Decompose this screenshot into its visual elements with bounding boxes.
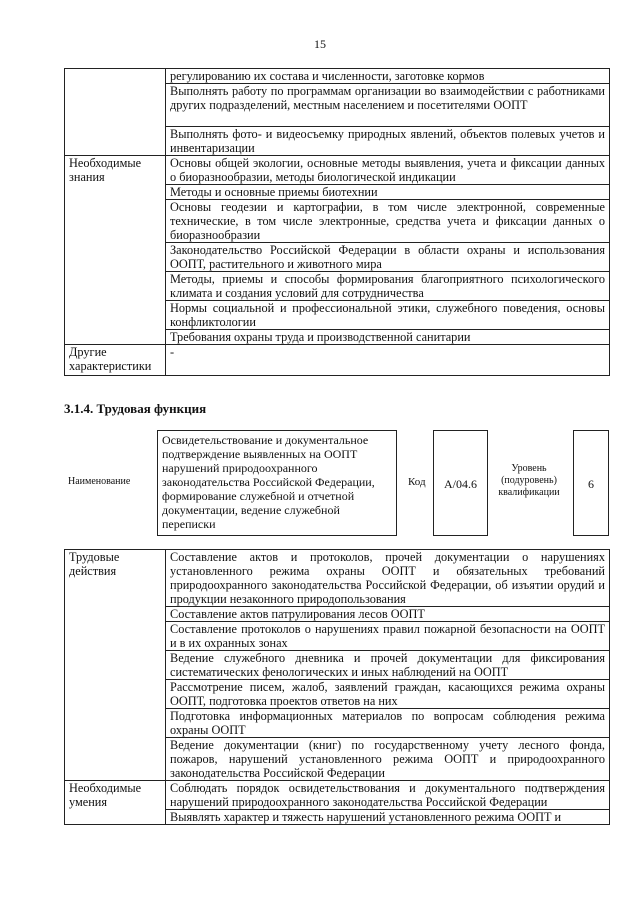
table-cell: Нормы социальной и профессиональной этики, служебного поведения, основы конфликтологии bbox=[166, 301, 610, 330]
table-cell: Требования охраны труда и производственной санитарии bbox=[166, 330, 610, 345]
table-row bbox=[65, 69, 610, 84]
table-cell: регулированию их состава и численности, заготовке кормов bbox=[166, 69, 610, 84]
table-cell: Законодательство Российской Федерации в области охраны и использования ООПТ, растительного и животного мира bbox=[166, 243, 610, 272]
table-cell: Выполнять работу по программам организации во взаимодействии с работниками других подразделений, местным населением и посетителями ООПТ bbox=[166, 84, 610, 127]
labor-actions-table bbox=[64, 549, 610, 825]
page-number: 15 bbox=[314, 37, 326, 51]
table-row bbox=[65, 345, 610, 376]
table-cell: Методы и основные приемы биотехнии bbox=[166, 185, 610, 200]
table-cell: - bbox=[166, 345, 610, 376]
table-cell: Ведение документации (книг) по государственному учету лесного фонда, пожаров, нарушений установленного режима ООПТ и природоохранного законодательства Российской Федерации bbox=[166, 738, 610, 781]
code-value-box bbox=[433, 430, 488, 536]
table-cell: Составление актов патрулирования лесов ООПТ bbox=[166, 607, 610, 622]
row-label-skills: Необходимые умения bbox=[65, 781, 166, 825]
skills-knowledge-table bbox=[64, 68, 610, 376]
level-label: Уровень (подуровень) квалификации bbox=[498, 463, 560, 498]
level-value-box bbox=[573, 430, 609, 536]
table-cell: Ведение служебного дневника и прочей документации для фиксирования систематических фенологических и иных наблюдений на ООПТ bbox=[166, 651, 610, 680]
level-value: 6 bbox=[588, 477, 594, 491]
table-row bbox=[65, 781, 610, 810]
function-name-value: Освидетельствование и документальное подтверждение выявленных на ООПТ нарушений природоохранного законодательства Российской Федерации, формирование служебной и отчетной документации, ведение служебной переписки bbox=[162, 433, 375, 531]
name-label: Наименование bbox=[68, 476, 131, 487]
row-label-empty bbox=[65, 69, 166, 156]
code-label: Код bbox=[408, 476, 426, 488]
table-cell: Рассмотрение писем, жалоб, заявлений граждан, касающихся режима охраны ООПТ, подготовка проектов ответов на них bbox=[166, 680, 610, 709]
table-cell: Составление актов и протоколов, прочей документации о нарушениях установленного режима охраны ООПТ и обязательных требований природоохранного законодательства Российской Федерации, об изъятии орудий и продукции незаконного природопользования bbox=[166, 550, 610, 607]
table-cell: Выполнять фото- и видеосъемку природных явлений, объектов полевых учетов и инвентаризации bbox=[166, 127, 610, 156]
row-label-actions: Трудовые действия bbox=[65, 550, 166, 781]
code-value: A/04.6 bbox=[444, 477, 477, 491]
table-row bbox=[65, 550, 610, 607]
table-row bbox=[65, 156, 610, 185]
row-label-other: Другие характеристики bbox=[65, 345, 166, 376]
function-name-box bbox=[157, 430, 397, 536]
table-cell: Основы общей экологии, основные методы выявления, учета и фиксации данных о биоразнообразии, методы биологической индикации bbox=[166, 156, 610, 185]
table-cell: Выявлять характер и тяжесть нарушений установленного режима ООПТ и bbox=[166, 810, 610, 825]
row-label-knowledge: Необходимые знания bbox=[65, 156, 166, 345]
table-cell: Соблюдать порядок освидетельствования и документального подтверждения нарушений природоохранного законодательства Российской Федерации bbox=[166, 781, 610, 810]
table-cell: Основы геодезии и картографии, в том числе электронной, современные технические, в том числе электронные, средства учета и фиксации данных о биоразнообразии bbox=[166, 200, 610, 243]
table-cell: Подготовка информационных материалов по вопросам соблюдения режима охраны ООПТ bbox=[166, 709, 610, 738]
table-cell: Методы, приемы и способы формирования благоприятного психологического климата и создания условий для сотрудничества bbox=[166, 272, 610, 301]
section-heading: 3.1.4. Трудовая функция bbox=[64, 401, 207, 416]
table-cell: Составление протоколов о нарушениях правил пожарной безопасности на ООПТ и в их охранных зонах bbox=[166, 622, 610, 651]
